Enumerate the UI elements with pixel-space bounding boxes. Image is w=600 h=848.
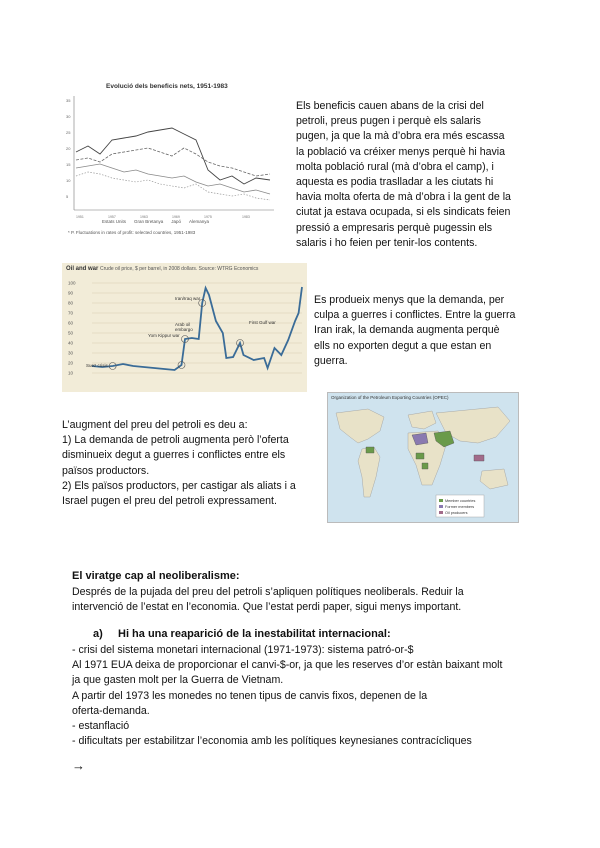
profits-source: * P. Fluctuations in rates of profit: selected countries, 1951-1983 (68, 230, 196, 235)
y-tick-label: 70 (68, 310, 74, 316)
arrow-icon: → (72, 758, 85, 773)
section-body: - crisi del sistema monetari internacional (1971-1973): sistema patró-or-$ Al 1971 EUA deixa de proporcionar el canvi-$-or, ja que les reserves d’or estàn baixant molt ja que gasten molt per la Guerra de Vietnam. A partir del 1973 les monedes no tenen tipus de canvis fixos, depenen de la oferta-demanda. - estanflació - dificultats per estabilitzar l’economia amb les polítiques keynesianes contracícliques (72, 644, 503, 748)
y-tick-label: 30 (68, 350, 74, 356)
oil-war-chart (62, 263, 307, 392)
y-tick-label: 100 (68, 280, 76, 286)
subheading: Hi ha una reaparició de la inestabilitat internacional: (118, 628, 391, 640)
profits-chart-title: Evolució dels beneficis nets, 1951-1983 (106, 83, 228, 90)
legend-item: Alemanya (189, 219, 210, 224)
map-legend-item: Former members (445, 505, 475, 509)
annotation-gulf-war: First Gulf war (249, 320, 276, 325)
map-legend-item: Member countries (445, 499, 476, 503)
paragraph-price-causes: L’augment del preu del petroli es deu a: 1) La demanda de petroli augmenta però l’oferta disminueix degut a guerres i conflictes entre els països productors. 2) Els països productors, per castigar als aliats i a Israel pugen el preu del petroli expressament. (62, 419, 296, 508)
svg-text:35: 35 (66, 98, 71, 103)
svg-text:25: 25 (66, 130, 71, 135)
opec-map (327, 392, 519, 523)
paragraph-profits: Els beneficis cauen abans de la crisi del petroli, preus pugen i perquè els salaris pugen, ja que la mà d’obra era més escassa la població va créixer menys perquè hi havia molta població rural (mà d’obra el camp), i aquesta es podia traslladar a les ciutats hi havia molta oferta de mà d’obra i la gent de la ciutat ja estava ocupada, si els sindicats feien pressió a empresaris perquè pugessin els salaris i ho feien per tenir-los contents. (296, 100, 511, 249)
legend-item: Estats Units (102, 219, 127, 224)
oil-chart-subtitle: Crude oil price, $ per barrel, in 2008 dollars. Source: WTRG Economics (100, 266, 259, 272)
annotation-yom-kippur: Yom Kippur war (148, 333, 180, 338)
y-tick-label: 10 (68, 370, 74, 376)
profits-series-4 (76, 172, 270, 200)
y-tick-label: 20 (68, 360, 74, 366)
oil-chart-title: Oil and war (66, 266, 99, 272)
profits-chart (62, 80, 277, 242)
annotation-suez: Suez crisis (86, 363, 108, 368)
section-heading: El viratge cap al neoliberalisme: (72, 570, 240, 582)
profits-series-3 (76, 164, 270, 194)
legend-item: Gran Bretanya (134, 219, 164, 224)
svg-text:1951: 1951 (76, 215, 84, 219)
svg-text:1957: 1957 (108, 215, 116, 219)
map-legend-item: Oil producers (445, 511, 468, 515)
annotation-iran-iraq: Iran/Iraq war (175, 296, 201, 301)
y-tick-label: 50 (68, 330, 74, 336)
svg-text:20: 20 (66, 146, 71, 151)
svg-text:1983: 1983 (242, 215, 250, 219)
svg-text:1975: 1975 (204, 215, 212, 219)
y-tick-label: 40 (68, 340, 74, 346)
svg-text:1969: 1969 (172, 215, 180, 219)
section-intro: Després de la pujada del preu del petroli s’apliquen polítiques neoliberals. Reduir la intervenció de l’estat en l’economia. Que l’estat perdi paper, sigui menys important. (72, 586, 464, 614)
subheading-marker: a) (93, 628, 103, 640)
map-title: Organization of the Petroleum Exporting Countries (OPEC) (331, 395, 449, 400)
map-legend (445, 498, 475, 516)
svg-text:30: 30 (66, 114, 71, 119)
y-tick-label: 90 (68, 290, 74, 296)
paragraph-oil-war: Es produeix menys que la demanda, per culpa a guerres i conflictes. Entre la guerra Iran irak, la demanda augmenta perquè ells no exporten degut a que estan en guerra. (314, 294, 516, 367)
svg-text:1963: 1963 (140, 215, 148, 219)
profits-chart-plot (62, 80, 277, 242)
y-tick-label: 60 (68, 320, 74, 326)
svg-text:15: 15 (66, 162, 71, 167)
legend-item: Japó (171, 219, 182, 224)
world-map-graphic (328, 393, 519, 523)
svg-text:5: 5 (66, 194, 69, 199)
annotation-arab-embargo: Arab oil embargo (175, 322, 193, 332)
y-tick-label: 80 (68, 300, 74, 306)
profits-series-2 (76, 148, 270, 176)
profits-legend (102, 219, 209, 224)
svg-text:10: 10 (66, 178, 71, 183)
